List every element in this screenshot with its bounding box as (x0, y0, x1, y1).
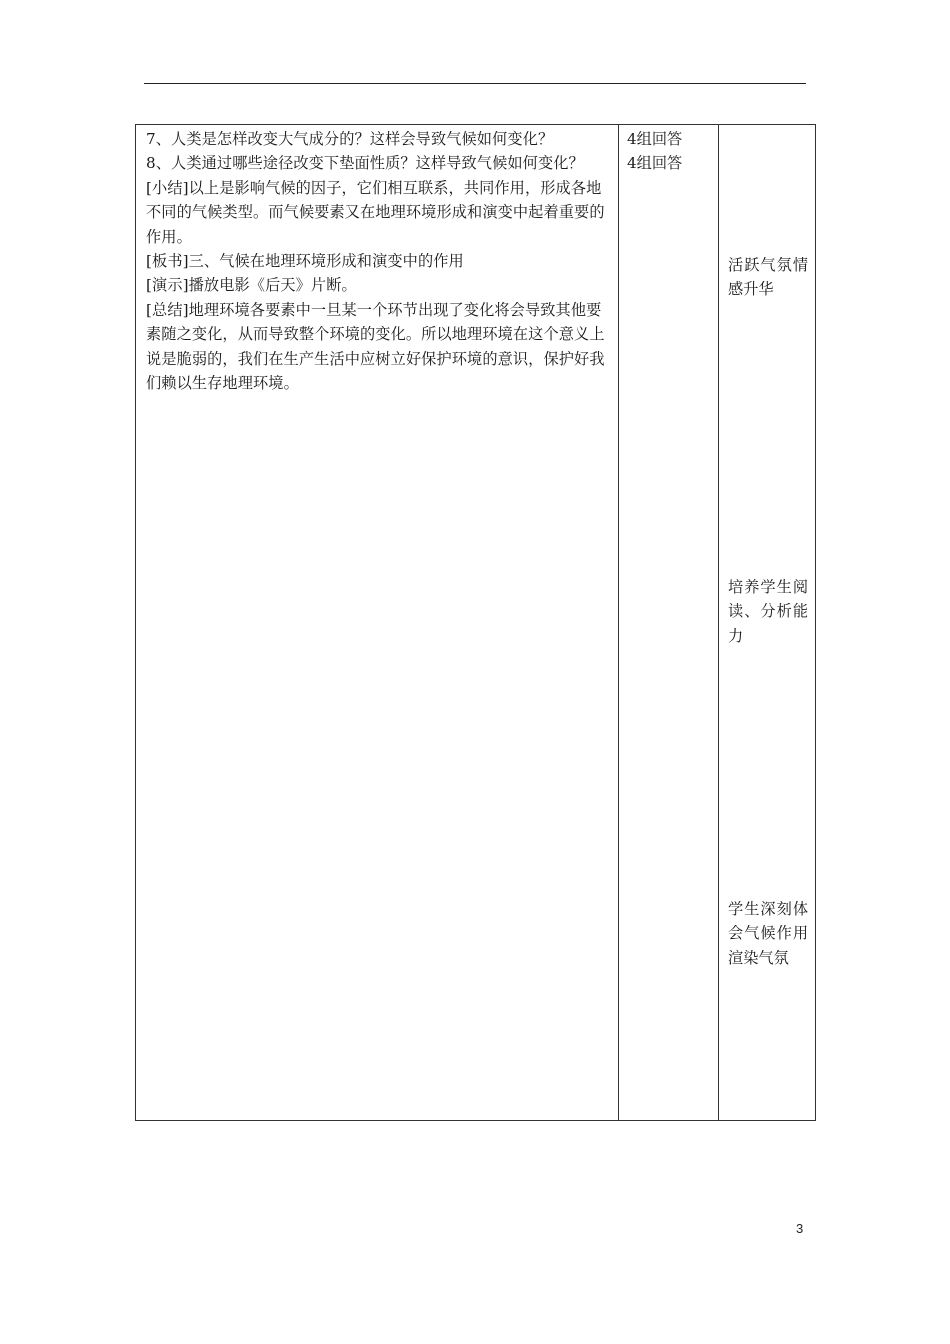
demo-note: [演示]播放电影《后天》片断。 (146, 276, 357, 295)
design-note-text: 活跃气氛情感升华 (728, 256, 808, 299)
design-note (728, 575, 808, 648)
student-answer: 4组回答 (627, 154, 683, 173)
student-activity-column (627, 127, 715, 176)
header-rule (144, 83, 806, 84)
design-note-text: 学生深刻体会气候作用渲染气氛 (728, 900, 808, 967)
student-answer: 4组回答 (627, 130, 683, 148)
teaching-content-column (146, 127, 612, 395)
page-number: 3 (796, 1221, 804, 1236)
board-note: [板书]三、气候在地理环境形成和演变中的作用 (146, 252, 464, 271)
design-note (728, 897, 808, 970)
summary-paragraph: [小结]以上是影响气候的因子，它们相互联系，共同作用，形成各地不同的气候类型。而气候要素又在地理环境形成和演变中起着重要的作用。 (146, 178, 605, 246)
lesson-table (135, 124, 816, 1121)
design-note (728, 253, 808, 302)
question-7: 7、人类是怎样改变大气成分的？这样会导致气候如何变化？ (146, 130, 554, 148)
column-divider (618, 125, 619, 1120)
question-8: 8、人类通过哪些途径改变下垫面性质？这样导致气候如何变化？ (146, 154, 584, 173)
design-note-text: 培养学生阅读、分析能力 (728, 578, 808, 645)
conclusion-paragraph: [总结]地理环境各要素中一旦某一个环节出现了变化将会导致其他要素随之变化，从而导致整个环境的变化。所以地理环境在这个意义上说是脆弱的，我们在生产生活中应树立好保护环境的意识，保护好我们赖以生存地理环境。 (146, 300, 605, 393)
column-divider (718, 125, 719, 1120)
